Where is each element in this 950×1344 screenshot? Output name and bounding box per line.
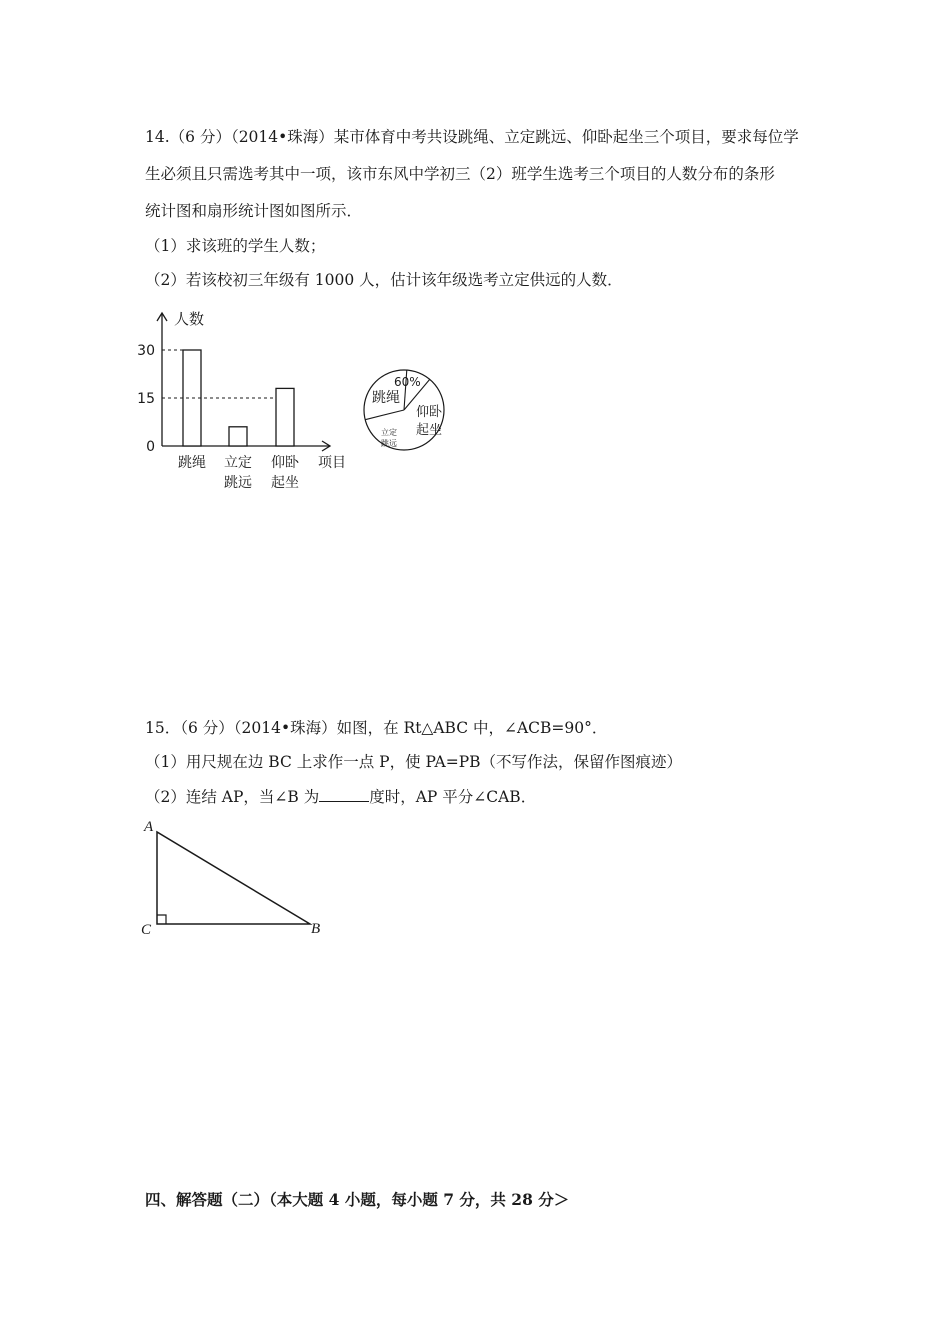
pie-slice-label: 仰卧 (416, 405, 443, 420)
vertex-label-a: A (144, 819, 154, 835)
category-label: 起坐 (271, 475, 299, 491)
bar-chart (137, 300, 370, 500)
pie-chart (360, 365, 460, 465)
q14-sub-1: （1）求该班的学生人数； (145, 237, 326, 255)
category-label: 跳绳 (178, 455, 206, 471)
q15-sub-2 (145, 785, 536, 807)
category-label: 跳远 (224, 475, 252, 491)
right-angle-mark (157, 915, 166, 924)
pie-slice-label: 跳绳 (372, 390, 400, 406)
answer-blank[interactable] (319, 787, 369, 802)
x-axis-label: 项目 (318, 455, 346, 471)
pie-slice-label: 立定 (381, 428, 397, 437)
pie-slice-percent: 60% (394, 375, 421, 389)
q14-line-1: 14.（6 分）（2014•珠海）某市体育中考共设跳绳、立定跳远、仰卧起坐三个项目，要求每位学 (145, 128, 799, 146)
q14-sub-2: （2）若该校初三年级有 1000 人，估计该年级选考立定供远的人数． (145, 271, 623, 289)
category-label: 仰卧 (271, 455, 299, 471)
y-tick-label: 30 (137, 343, 155, 359)
q15-sub-2-after: 度时，AP 平分∠CAB． (369, 788, 537, 806)
q15-sub-1: （1）用尺规在边 BC 上求作一点 P，使 PA=PB（不写作法，保留作图痕迹） (145, 753, 683, 771)
y-tick-label: 15 (137, 391, 155, 407)
q15-sub-2-before: （2）连结 AP，当∠B 为 (145, 788, 320, 806)
pie-slice-label: 跳远 (381, 439, 397, 448)
category-label: 立定 (224, 455, 252, 471)
bar-2 (229, 427, 247, 446)
pie-slice-label: 起坐 (416, 423, 443, 438)
triangle-figure (138, 814, 338, 942)
bar-3 (276, 388, 294, 446)
section-4-title: 四、解答题（二）（本大题 4 小题，每小题 7 分，共 28 分＞ (145, 1190, 570, 1209)
vertex-label-b: B (311, 921, 321, 937)
q15-line-1: 15．（6 分）（2014•珠海）如图，在 Rt△ABC 中，∠ACB=90°． (145, 719, 608, 737)
q14-line-3: 统计图和扇形统计图如图所示． (145, 202, 363, 220)
q14-line-2: 生必须且只需选考其中一项，该市东风中学初三（2）班学生选考三个项目的人数分布的条形 (145, 165, 775, 183)
y-axis-label: 人数 (174, 310, 205, 328)
vertex-label-c: C (141, 922, 152, 938)
triangle-abc (157, 832, 310, 924)
y-tick-label: 0 (146, 439, 155, 455)
